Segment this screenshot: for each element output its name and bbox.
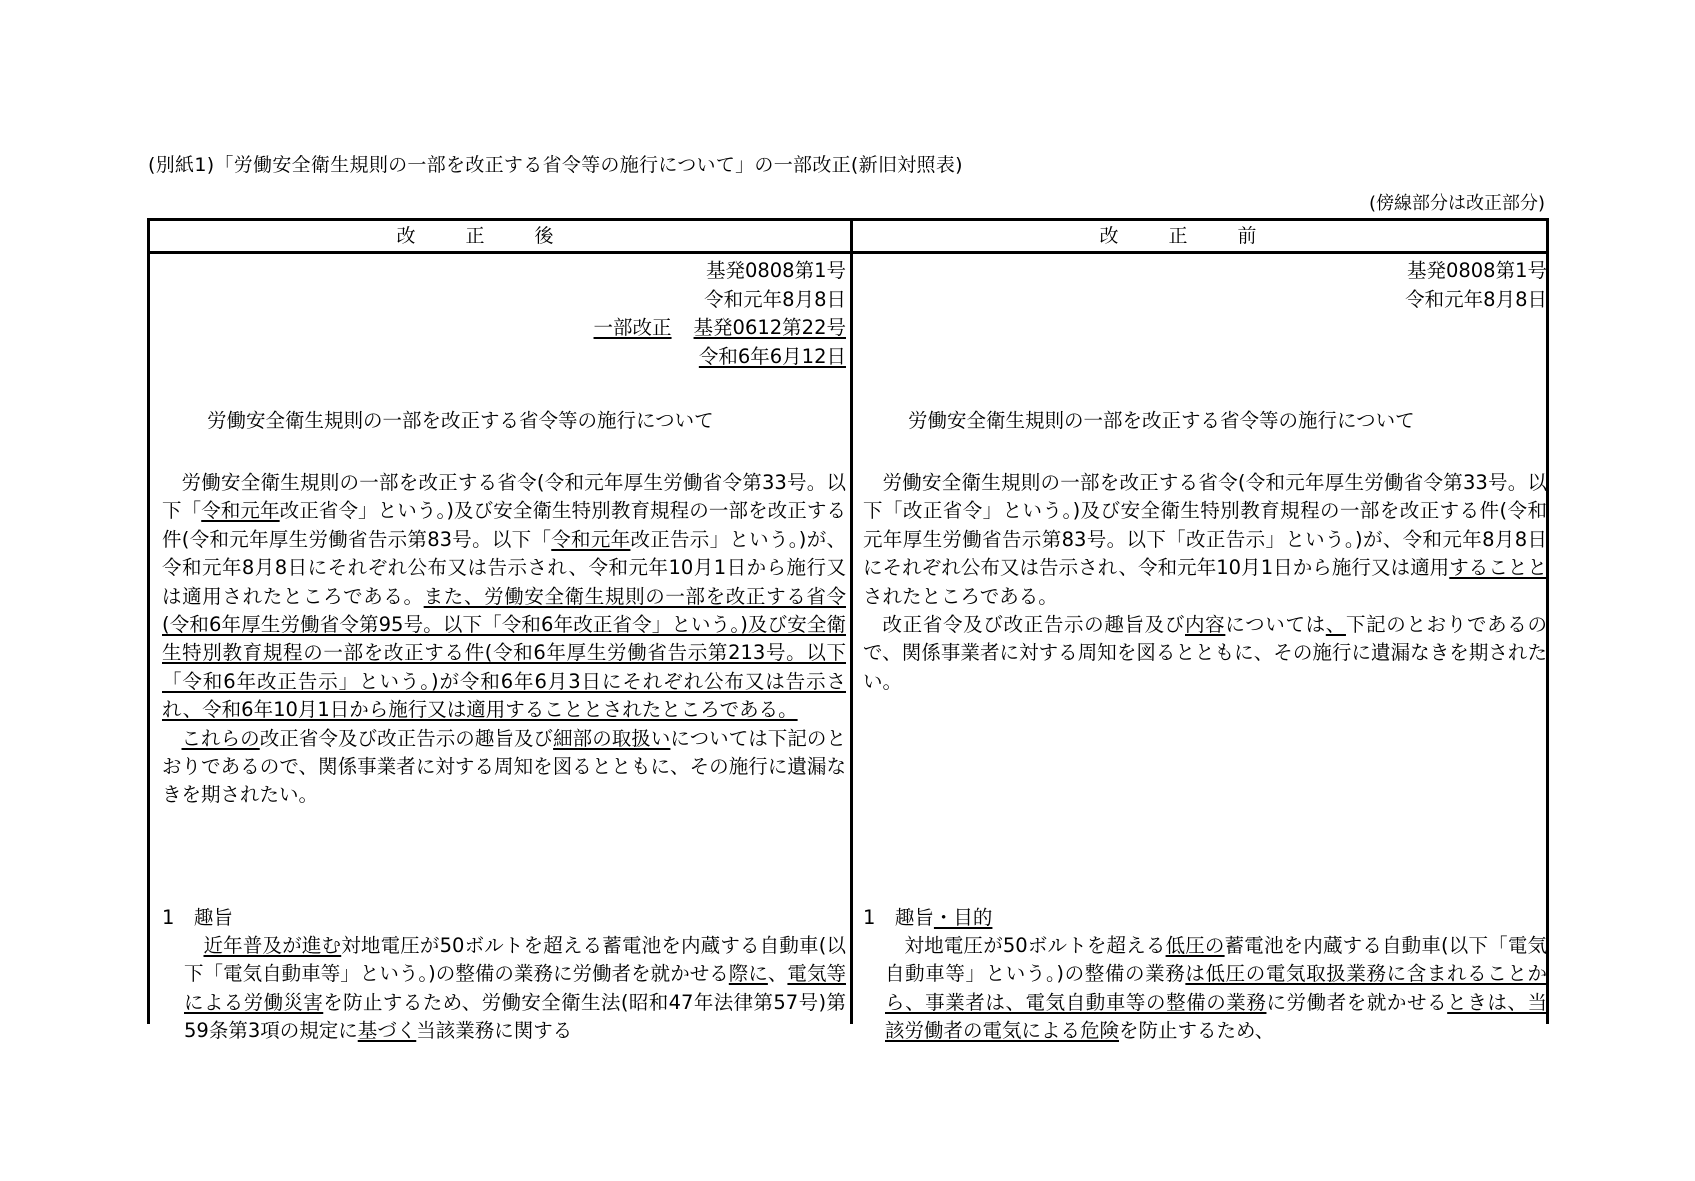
paragraph-old-2 xyxy=(863,611,1547,696)
text-run: については下記のとおりであるので、関係事業者に対する周知を図るとともに、その施行に遺漏なきを期されたい。 xyxy=(162,726,846,807)
subject-new: 労働安全衛生規則の一部を改正する省令等の施行について xyxy=(207,409,714,432)
section1-paragraph-old xyxy=(885,932,1547,1046)
text-run: されたところである。 xyxy=(863,584,1058,608)
document-title: (別紙1)「労働安全衛生規則の一部を改正する省令等の施行について」の一部改正(新旧対照表) xyxy=(148,154,963,176)
text-run: 対地電圧が50ボルトを超える xyxy=(904,934,1166,957)
column-divider xyxy=(850,221,853,1024)
paragraph-new-1 xyxy=(162,469,846,725)
text-run: 、 xyxy=(767,962,788,986)
text-run: 対地電圧が50ボルトを超える蓄電池を内蔵する自動車(以下「電気自動車等」という。)の整備の業務に労働者を就かせる xyxy=(184,934,846,986)
text-run: 改正省令及び改正告示の趣旨及び xyxy=(259,726,554,750)
table-header-row xyxy=(150,221,1546,254)
paragraph-old-1 xyxy=(863,469,1547,611)
section1-body-old xyxy=(885,932,1547,1046)
reference-block-new xyxy=(162,257,846,371)
text-run: 労働安全衛生規則の一部を改正する省令(令和元年厚生労働省令第33号。以下「 xyxy=(162,471,846,523)
section1-paragraph-new xyxy=(184,932,846,1046)
section1-heading-new: 1 趣旨 xyxy=(162,906,233,929)
underlined-revision: 、 xyxy=(1325,613,1346,637)
text-run: を防止するため、 xyxy=(1119,1019,1275,1043)
text-run: 改正省令及び改正告示の趣旨及び xyxy=(882,613,1185,637)
text-run: 1 趣旨 xyxy=(863,906,934,929)
underlined-revision: は低圧の電気取扱業務に含まれることから、事業者は、電気自動車等の整備の業務 xyxy=(885,962,1547,1014)
header-old: 改正前 xyxy=(1099,225,1307,247)
column-old xyxy=(863,257,1547,1043)
amend-date-line xyxy=(162,343,846,372)
body-old xyxy=(863,469,1547,696)
underlined-revision: 基づく xyxy=(357,1019,417,1043)
header-new: 改正後 xyxy=(396,225,604,247)
ref-date: 令和元年8月8日 xyxy=(1405,287,1547,311)
section1-heading-old xyxy=(863,904,992,932)
underlined-revision: また、労働安全衛生規則の一部を改正する省令(令和6年厚生労働省令第95号。以下「令和6年改正省令」という。)及び安全衛生特別教育規程の一部を改正する件(令和6年厚生労働省告示第213号。以下「令和6年改正告示」という。)が令和6年6月3日にそれぞれ公布又は告示され、令和6年10月1日から施行又は適用することとされたところである。 xyxy=(162,584,846,722)
underlined-revision: 内容 xyxy=(1185,613,1226,637)
column-new xyxy=(162,257,847,1043)
text-run: に労働者を就かせる xyxy=(1266,990,1448,1014)
ref-number: 基発0808第1号 xyxy=(705,259,846,282)
text-run: 下記のとおりであるので、関係事業者に対する周知を図るとともに、その施行に遺漏なきを期されたい。 xyxy=(863,613,1547,693)
subject-old: 労働安全衛生規則の一部を改正する省令等の施行について xyxy=(908,409,1415,432)
paragraph-new-2 xyxy=(162,725,846,810)
reference-block-old xyxy=(863,257,1547,314)
underlined-revision: 令和元年 xyxy=(551,527,631,551)
amend-ref-line xyxy=(162,314,846,343)
amend-ref-number: 基発0612第22号 xyxy=(693,316,846,339)
underline-note: (傍線部分は改正部分) xyxy=(1368,193,1545,214)
text-run: については xyxy=(1225,613,1326,637)
underlined-revision: ときは、当該労働者の電気による危険 xyxy=(885,990,1547,1043)
underlined-revision: 低圧の xyxy=(1165,934,1225,957)
text-run: を防止するため、労働安全衛生法(昭和47年法律第57号)第59条第3項の規定に xyxy=(184,990,846,1043)
text-run: 改正省令」という。)及び安全衛生特別教育規程の一部を改正する件(令和元年厚生労働省告示第83号。以下「 xyxy=(162,499,846,551)
underlined-revision: 令和元年 xyxy=(201,499,280,523)
amend-label: 一部改正 xyxy=(593,316,672,339)
underlined-revision: ・目的 xyxy=(933,906,993,929)
text-run: 蓄電池を内蔵する自動車(以下「電気自動車等」という。)の整備の業務 xyxy=(885,934,1547,986)
text-run: 改正告示」という。)が、令和元年8月8日にそれぞれ公布又は告示され、令和元年10月1日から施行又は適用されたところである。 xyxy=(162,527,847,608)
underlined-revision: 近年普及が進む xyxy=(203,934,342,957)
underlined-revision: 細部の取扱い xyxy=(553,726,671,750)
underlined-revision: 際に xyxy=(728,962,768,986)
body-new xyxy=(162,469,846,810)
ref-number: 基発0808第1号 xyxy=(1406,259,1547,282)
text-run: 当該業務に関する xyxy=(416,1019,573,1043)
section1-body-new xyxy=(184,932,846,1046)
amend-date: 令和6年6月12日 xyxy=(698,344,846,368)
underlined-revision: これらの xyxy=(181,726,260,750)
underlined-revision: することと xyxy=(1449,556,1547,580)
underlined-revision: 電気等による労働災害 xyxy=(184,962,846,1014)
ref-date: 令和元年8月8日 xyxy=(704,287,846,311)
comparison-table xyxy=(147,218,1549,1043)
text-run: 労働安全衛生規則の一部を改正する省令(令和元年厚生労働省令第33号。以下「改正省令」という。)及び安全衛生特別教育規程の一部を改正する件(令和元年厚生労働省告示第83号。以下「改正告示」という。)が、令和元年8月8日にそれぞれ公布又は告示され、令和元年10月1日から施行又は適用 xyxy=(863,471,1547,580)
